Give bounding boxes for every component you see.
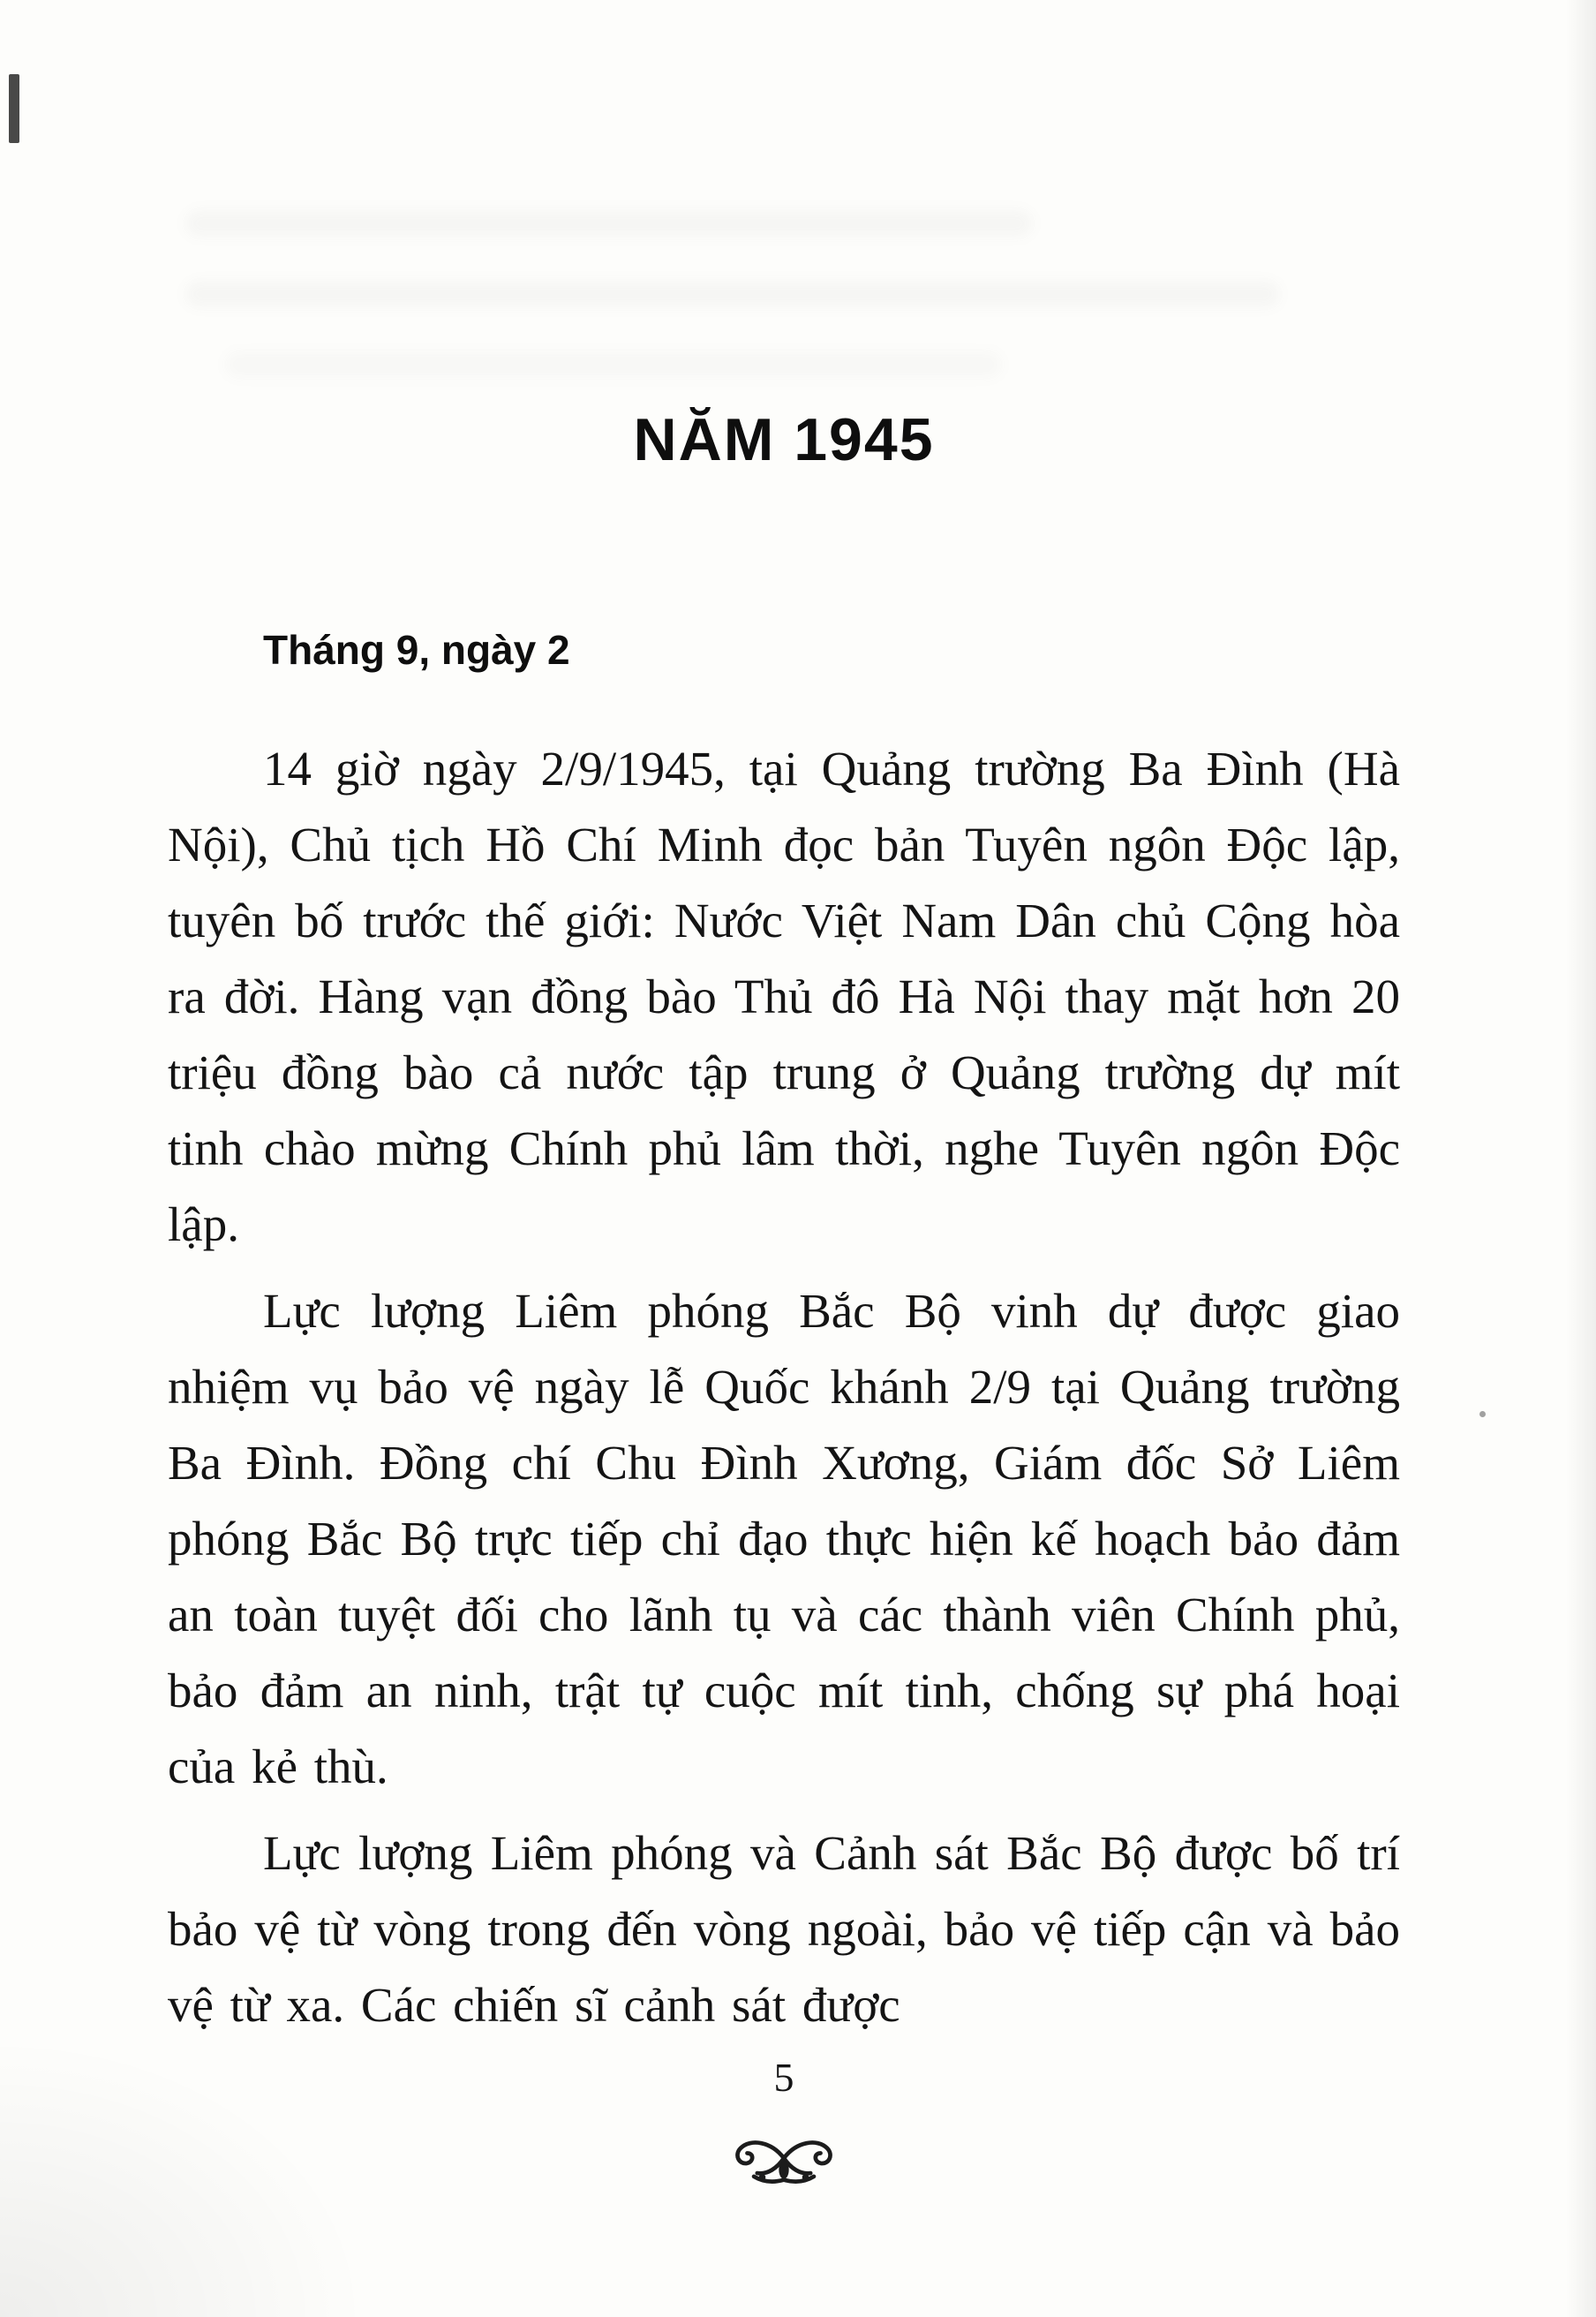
ornament [168, 2126, 1400, 2198]
text-column [168, 0, 1400, 2043]
chapter-title: NĂM 1945 [633, 406, 935, 473]
paragraph: 14 giờ ngày 2/9/1945, tại Quảng trường Ba Đình (Hà Nội), Chủ tịch Hồ Chí Minh đọc bản Tuyên ngôn Độc lập, tuyên bố trước thế giới: Nước Việt Nam Dân chủ Cộng hòa ra đời. Hàng vạn đồng bào Thủ đô Hà Nội thay mặt hơn 20 triệu đồng bào cả nước tập trung ở Quảng trường dự mít tinh chào mừng Chính phủ lâm thời, nghe Tuyên ngôn Độc lập. [168, 742, 1400, 1251]
paragraph: Lực lượng Liêm phóng Bắc Bộ vinh dự được giao nhiệm vụ bảo vệ ngày lễ Quốc khánh 2/9 tại Quảng trường Ba Đình. Đồng chí Chu Đình Xương, Giám đốc Sở Liêm phóng Bắc Bộ trực tiếp chỉ đạo thực hiện kế hoạch bảo đảm an toàn tuyệt đối cho lãnh tụ và các thành viên Chính phủ, bảo đảm an ninh, trật tự cuộc mít tinh, chống sự phá hoại của kẻ thù. [168, 1284, 1400, 1793]
date-heading: Tháng 9, ngày 2 [263, 627, 570, 673]
paragraph: Lực lượng Liêm phóng và Cảnh sát Bắc Bộ được bố trí bảo vệ từ vòng trong đến vòng ngoài, bảo vệ tiếp cận và bảo vệ từ xa. Các chiến sĩ cảnh sát được [168, 1826, 1400, 2032]
page-edge-shadow-right [1566, 0, 1596, 2317]
floral-flourish-icon [726, 2182, 842, 2197]
scan-speck [1479, 1411, 1486, 1417]
page-number: 5 [773, 2055, 794, 2100]
scan-artifact-mark [9, 74, 19, 143]
